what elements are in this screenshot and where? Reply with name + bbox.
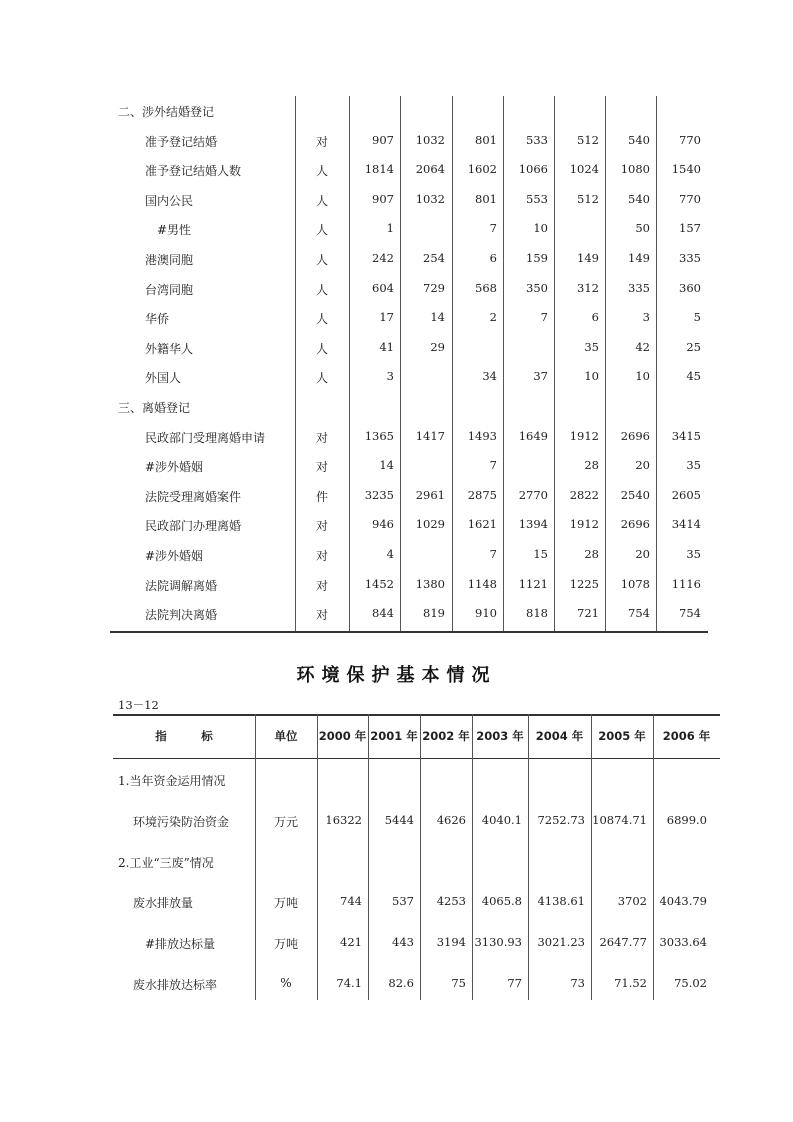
row-label: 法院判决离婚 — [145, 608, 218, 623]
row-label: 准予登记结婚人数 — [145, 164, 242, 179]
cell-value: 3033.64 — [659, 935, 707, 950]
row-unit: 人 — [315, 193, 328, 208]
cell-value: 2647.77 — [599, 935, 647, 950]
row-label: 民政部门受理离婚申请 — [145, 430, 266, 445]
cell-value: 37 — [533, 369, 548, 384]
cell-value: 2961 — [415, 487, 445, 502]
cell-value: 443 — [392, 935, 414, 950]
cell-value: 1365 — [364, 428, 394, 443]
cell-value: 1493 — [467, 428, 497, 443]
cell-value: 242 — [372, 251, 394, 265]
cell-value: 744 — [340, 894, 362, 909]
cell-value: 770 — [679, 132, 701, 147]
row-label: 华侨 — [145, 312, 170, 327]
cell-value: 4065.8 — [481, 894, 522, 909]
row-label: 1.当年资金运用情况 — [118, 774, 226, 788]
cell-value: 1380 — [415, 576, 445, 591]
cell-value: 1032 — [415, 191, 445, 206]
row-label: 台湾同胞 — [145, 282, 194, 297]
cell-value: 2064 — [415, 162, 445, 177]
column-divider — [653, 714, 654, 1000]
cell-value: 2770 — [518, 487, 548, 502]
header-year: 2006 年 — [662, 729, 711, 743]
cell-value: 4 — [386, 547, 394, 561]
cell-value: 1602 — [467, 162, 497, 177]
column-divider — [591, 714, 592, 1000]
cell-value: 1066 — [518, 162, 548, 177]
cell-value: 537 — [392, 894, 414, 909]
row-unit: 人 — [315, 282, 328, 297]
cell-value: 2875 — [467, 487, 497, 502]
cell-value: 946 — [372, 517, 394, 532]
cell-value: 907 — [372, 132, 394, 147]
cell-value: 754 — [679, 606, 701, 621]
cell-value: 1080 — [620, 162, 650, 177]
cell-value: 7252.73 — [537, 812, 585, 827]
cell-value: 312 — [577, 280, 599, 295]
column-divider — [368, 714, 369, 1000]
cell-value: 28 — [584, 547, 599, 561]
cell-value: 3414 — [671, 517, 701, 532]
column-divider — [472, 714, 473, 1000]
row-label: #排放达标量 — [145, 937, 216, 952]
cell-value: 770 — [679, 191, 701, 206]
cell-value: 3235 — [364, 487, 394, 502]
cell-value: 907 — [372, 191, 394, 206]
cell-value: 74.1 — [336, 976, 362, 990]
row-unit: 对 — [315, 578, 328, 593]
cell-value: 5 — [693, 310, 701, 325]
cell-value: 2696 — [620, 517, 650, 532]
header-year: 2003 年 — [476, 729, 524, 743]
row-unit: 万吨 — [273, 937, 298, 952]
row-label: #男性 — [157, 223, 192, 238]
cell-value: 910 — [475, 606, 497, 621]
cell-value: 819 — [423, 606, 445, 621]
row-unit: 人 — [315, 164, 328, 179]
cell-value: 1029 — [415, 517, 445, 532]
header-year: 2005 年 — [598, 729, 646, 743]
cell-value: 1024 — [569, 162, 599, 177]
cell-value: 29 — [430, 339, 445, 354]
cell-value: 16322 — [325, 812, 362, 827]
environment-table-title: 环境保护基本情况 — [296, 665, 497, 686]
cell-value: 4626 — [436, 812, 466, 827]
cell-value: 17 — [379, 310, 394, 325]
cell-value: 10 — [635, 369, 650, 384]
cell-value: 2822 — [569, 487, 599, 502]
cell-value: 568 — [475, 280, 497, 295]
cell-value: 149 — [628, 251, 650, 265]
cell-value: 25 — [686, 339, 701, 354]
cell-value: 2540 — [620, 487, 650, 502]
cell-value: 75.02 — [674, 976, 707, 990]
cell-value: 7 — [489, 221, 497, 236]
row-unit: 人 — [315, 253, 328, 267]
header-year: 2001 年 — [370, 729, 418, 743]
cell-value: 1078 — [620, 576, 650, 591]
column-divider — [317, 714, 318, 1000]
row-label: 三、离婚登记 — [118, 401, 191, 415]
cell-value: 82.6 — [388, 976, 414, 990]
cell-value: 335 — [679, 251, 701, 265]
cell-value: 801 — [475, 191, 497, 206]
cell-value: 157 — [679, 221, 701, 236]
cell-value: 512 — [577, 191, 599, 206]
cell-value: 2696 — [620, 428, 650, 443]
cell-value: 1814 — [364, 162, 394, 177]
cell-value: 729 — [423, 280, 445, 295]
cell-value: 35 — [584, 339, 599, 354]
row-unit: 人 — [315, 341, 328, 356]
row-unit: 万元 — [273, 814, 298, 829]
row-label: 二、涉外结婚登记 — [118, 105, 215, 119]
column-divider — [528, 714, 529, 1000]
cell-value: 7 — [489, 458, 497, 473]
cell-value: 73 — [570, 976, 585, 990]
cell-value: 540 — [628, 191, 650, 206]
cell-value: 77 — [507, 976, 522, 990]
cell-value: 512 — [577, 132, 599, 147]
table-bottom-rule — [110, 631, 708, 633]
row-unit: 对 — [315, 430, 328, 445]
cell-value: 4138.61 — [537, 894, 585, 909]
row-unit: 人 — [315, 312, 328, 327]
cell-value: 7 — [489, 547, 497, 561]
cell-value: 1417 — [415, 428, 445, 443]
cell-value: 35 — [686, 547, 701, 561]
cell-value: 1912 — [569, 428, 599, 443]
row-label: 国内公民 — [145, 193, 194, 208]
row-label: 法院受理离婚案件 — [145, 489, 242, 504]
row-unit: 对 — [315, 134, 328, 149]
cell-value: 1540 — [671, 162, 701, 177]
cell-value: 20 — [635, 547, 650, 561]
row-label: #涉外婚姻 — [145, 549, 204, 563]
cell-value: 2 — [489, 310, 497, 325]
cell-value: 1 — [386, 221, 394, 236]
cell-value: 844 — [372, 606, 394, 621]
cell-value: 5444 — [384, 812, 414, 827]
cell-value: 3702 — [617, 894, 647, 909]
row-unit: 对 — [315, 549, 328, 563]
cell-value: 3130.93 — [474, 935, 522, 950]
cell-value: 6899.0 — [666, 812, 707, 827]
row-unit: 件 — [315, 489, 328, 504]
cell-value: 41 — [379, 339, 394, 354]
cell-value: 818 — [526, 606, 548, 621]
cell-value: 28 — [584, 458, 599, 473]
cell-value: 421 — [340, 935, 362, 950]
cell-value: 1912 — [569, 517, 599, 532]
table-number: 13－12 — [118, 698, 159, 712]
header-year: 2004 年 — [535, 729, 584, 743]
cell-value: 71.52 — [614, 976, 647, 990]
row-label: 民政部门办理离婚 — [145, 519, 242, 534]
cell-value: 1148 — [467, 576, 497, 591]
row-unit: 对 — [315, 519, 328, 534]
cell-value: 4043.79 — [659, 894, 707, 909]
column-divider — [400, 96, 401, 631]
row-unit: % — [280, 976, 292, 990]
cell-value: 149 — [577, 251, 599, 265]
cell-value: 350 — [526, 280, 548, 295]
cell-value: 335 — [628, 280, 650, 295]
cell-value: 1116 — [671, 576, 701, 591]
cell-value: 6 — [489, 251, 497, 265]
cell-value: 2605 — [671, 487, 701, 502]
cell-value: 159 — [526, 251, 548, 265]
cell-value: 15 — [533, 547, 548, 561]
cell-value: 360 — [679, 280, 701, 295]
row-label: 外籍华人 — [145, 341, 194, 356]
row-unit: 对 — [315, 460, 328, 475]
cell-value: 10874.71 — [592, 812, 647, 827]
cell-value: 1621 — [467, 517, 497, 532]
header-unit: 单位 — [274, 729, 298, 743]
cell-value: 533 — [526, 132, 548, 147]
header-bottom-rule — [113, 758, 720, 759]
cell-value: 721 — [577, 606, 599, 621]
cell-value: 3021.23 — [537, 935, 585, 950]
cell-value: 1452 — [364, 576, 394, 591]
row-label: 废水排放量 — [133, 896, 194, 911]
cell-value: 1225 — [569, 576, 599, 591]
cell-value: 34 — [482, 369, 497, 384]
cell-value: 553 — [526, 191, 548, 206]
row-unit: 人 — [315, 371, 328, 386]
cell-value: 3 — [386, 369, 394, 384]
row-unit: 对 — [315, 608, 328, 623]
row-label: 废水排放达标率 — [133, 978, 218, 992]
cell-value: 35 — [686, 458, 701, 473]
cell-value: 3415 — [671, 428, 701, 443]
cell-value: 4253 — [436, 894, 466, 909]
row-label: 准予登记结婚 — [145, 134, 218, 149]
cell-value: 10 — [584, 369, 599, 384]
cell-value: 6 — [591, 310, 599, 325]
cell-value: 1394 — [518, 517, 548, 532]
row-unit: 人 — [315, 223, 328, 238]
cell-value: 14 — [379, 458, 394, 473]
cell-value: 1121 — [518, 576, 548, 591]
column-divider — [255, 714, 256, 1000]
cell-value: 4040.1 — [481, 812, 522, 827]
cell-value: 604 — [372, 280, 394, 295]
table-top-rule — [113, 714, 720, 716]
cell-value: 3194 — [436, 935, 466, 950]
cell-value: 10 — [533, 221, 548, 236]
cell-value: 42 — [635, 339, 650, 354]
cell-value: 75 — [451, 976, 466, 990]
cell-value: 45 — [686, 369, 701, 384]
cell-value: 254 — [423, 251, 445, 265]
row-label: 法院调解离婚 — [145, 578, 218, 593]
row-label: #涉外婚姻 — [145, 460, 204, 475]
cell-value: 1032 — [415, 132, 445, 147]
cell-value: 1649 — [518, 428, 548, 443]
header-year: 2000 年 — [318, 729, 367, 743]
row-label: 环境污染防治资金 — [133, 814, 230, 829]
header-indicator: 指 标 — [155, 729, 213, 743]
cell-value: 14 — [430, 310, 445, 325]
cell-value: 50 — [635, 221, 650, 236]
row-label: 港澳同胞 — [145, 253, 194, 267]
row-label: 2.工业“三废”情况 — [118, 855, 214, 870]
cell-value: 7 — [540, 310, 548, 325]
row-label: 外国人 — [145, 371, 182, 386]
column-divider — [420, 714, 421, 1000]
cell-value: 3 — [642, 310, 650, 325]
cell-value: 801 — [475, 132, 497, 147]
header-year: 2002 年 — [422, 729, 470, 743]
row-unit: 万吨 — [273, 896, 298, 911]
cell-value: 754 — [628, 606, 650, 621]
cell-value: 20 — [635, 458, 650, 473]
cell-value: 540 — [628, 132, 650, 147]
